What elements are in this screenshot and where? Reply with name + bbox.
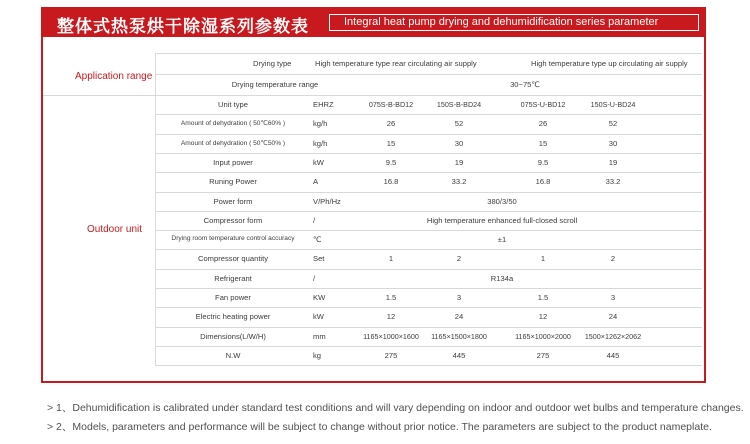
row-value: 52 — [454, 119, 464, 129]
row-value: ±1 — [497, 235, 507, 245]
row-divider — [155, 365, 702, 366]
title-english-box — [329, 14, 699, 31]
row-value: 19 — [454, 157, 464, 167]
row-label: Amount of dehydration ( 50℃50% ) — [180, 139, 286, 147]
row-label: Dimensions(L/W/H) — [200, 331, 266, 341]
row-value: 2 — [456, 254, 462, 264]
parameter-table-frame — [41, 7, 706, 383]
row-value: 380/3/50 — [487, 196, 517, 206]
row-value: 12 — [386, 312, 396, 322]
section-outdoor-unit: Outdoor unit — [87, 224, 143, 236]
column-divider — [155, 95, 156, 365]
row-label: Runing Power — [209, 177, 257, 187]
row-value: 075S-B-BD12 — [368, 100, 414, 109]
row-value: 1 — [540, 254, 546, 264]
row-value: 150S-B-BD24 — [436, 100, 482, 109]
title-chinese: 整体式热泵烘干除湿系列参数表 — [57, 17, 309, 36]
row-divider — [155, 74, 702, 75]
row-unit: kg — [313, 350, 322, 360]
row-value: 445 — [452, 350, 466, 360]
row-unit: / — [313, 215, 316, 225]
row-value: 15 — [538, 138, 548, 148]
row-unit: kW — [313, 312, 324, 322]
row-value: 1500×1262×2062 — [584, 331, 642, 341]
row-divider — [155, 269, 702, 270]
row-divider — [155, 249, 702, 250]
row-unit: kg/h — [313, 119, 328, 129]
app-row-value: 30~75℃ — [510, 80, 540, 89]
column-divider — [155, 53, 156, 95]
row-value: 075S-U-BD12 — [520, 100, 566, 109]
row-divider — [155, 327, 702, 328]
row-value: 1 — [388, 254, 394, 264]
row-value: 12 — [538, 312, 548, 322]
row-value: 1.5 — [537, 293, 549, 302]
row-unit: kW — [313, 157, 324, 167]
row-value: 52 — [608, 119, 618, 129]
row-unit: mm — [313, 331, 326, 341]
row-divider — [155, 288, 702, 289]
row-divider — [155, 134, 702, 135]
row-value: 26 — [538, 119, 548, 129]
row-label: Fan power — [215, 293, 251, 302]
row-value: 1.5 — [385, 293, 397, 302]
row-value: 16.8 — [535, 177, 551, 187]
title-english: Integral heat pump drying and dehumidification series parameter — [344, 16, 659, 28]
app-row-value: High temperature type rear circulating air supply — [315, 59, 477, 68]
note-2: > 2、Models, parameters and performance will be subject to change without prior notice. The parameters are subject to the product nameplate. — [47, 421, 712, 433]
row-value: 33.2 — [451, 177, 467, 187]
row-value: 3 — [610, 293, 616, 302]
row-label: Amount of dehydration ( 50℃60% ) — [180, 120, 286, 128]
row-label: Compressor quantity — [197, 254, 269, 264]
row-label: Unit type — [218, 100, 248, 109]
row-unit: ℃ — [313, 235, 322, 245]
row-label: Input power — [213, 157, 253, 167]
app-row-label: Drying temperature range — [231, 80, 319, 89]
row-unit: A — [313, 177, 319, 187]
row-label: Power form — [213, 196, 253, 206]
row-value: 9.5 — [385, 157, 397, 167]
row-value: 445 — [606, 350, 620, 360]
row-value: 33.2 — [605, 177, 621, 187]
row-unit: / — [313, 273, 316, 283]
row-value: 30 — [454, 138, 464, 148]
row-label: Electric heating power — [195, 312, 271, 322]
row-value: 275 — [384, 350, 398, 360]
row-value: 24 — [608, 312, 618, 322]
row-value: 1165×1000×2000 — [515, 331, 571, 341]
row-value: 16.8 — [383, 177, 399, 187]
row-unit: kg/h — [313, 138, 328, 148]
row-value: 24 — [454, 312, 464, 322]
row-value: 30 — [608, 138, 618, 148]
row-value: 9.5 — [537, 157, 549, 167]
row-unit: V/Ph/Hz — [313, 196, 341, 206]
app-row-value: High temperature type up circulating air supply — [531, 59, 688, 68]
row-value: R134a — [490, 273, 514, 283]
row-unit: Set — [313, 254, 325, 264]
row-divider — [155, 346, 702, 347]
row-divider — [155, 153, 702, 154]
row-value: 275 — [536, 350, 550, 360]
row-unit: EHRZ — [313, 100, 334, 109]
row-value: High temperature enhanced full-closed scroll — [426, 215, 578, 225]
row-divider — [155, 53, 702, 54]
section-application-range: Application range — [75, 71, 153, 82]
note-1: > 1、Dehumidification is calibrated under standard test conditions and will vary depending on indoor and outdoor wet bulbs and temperature changes. — [47, 402, 744, 414]
row-value: 150S-U-BD24 — [590, 100, 636, 109]
row-value: 1165×1500×1800 — [431, 331, 487, 341]
row-value: 15 — [386, 138, 396, 148]
row-label: Drying room temperature control accuracy — [171, 235, 295, 243]
row-label: Compressor form — [203, 215, 263, 225]
row-value: 3 — [456, 293, 462, 302]
app-row-label: Drying type — [253, 59, 292, 68]
row-value: 1165×1000×1600 — [363, 331, 419, 341]
row-divider — [155, 114, 702, 115]
row-value: 26 — [386, 119, 396, 129]
row-divider — [155, 307, 702, 308]
row-divider — [155, 211, 702, 212]
table-header — [43, 9, 704, 37]
row-unit: KW — [313, 293, 326, 302]
row-divider — [155, 95, 702, 96]
row-label: N.W — [225, 350, 241, 360]
row-label: Refrigerant — [214, 273, 252, 283]
row-divider — [155, 192, 702, 193]
row-divider — [155, 172, 702, 173]
row-value: 2 — [610, 254, 616, 264]
row-divider — [155, 230, 702, 231]
row-value: 19 — [608, 157, 618, 167]
